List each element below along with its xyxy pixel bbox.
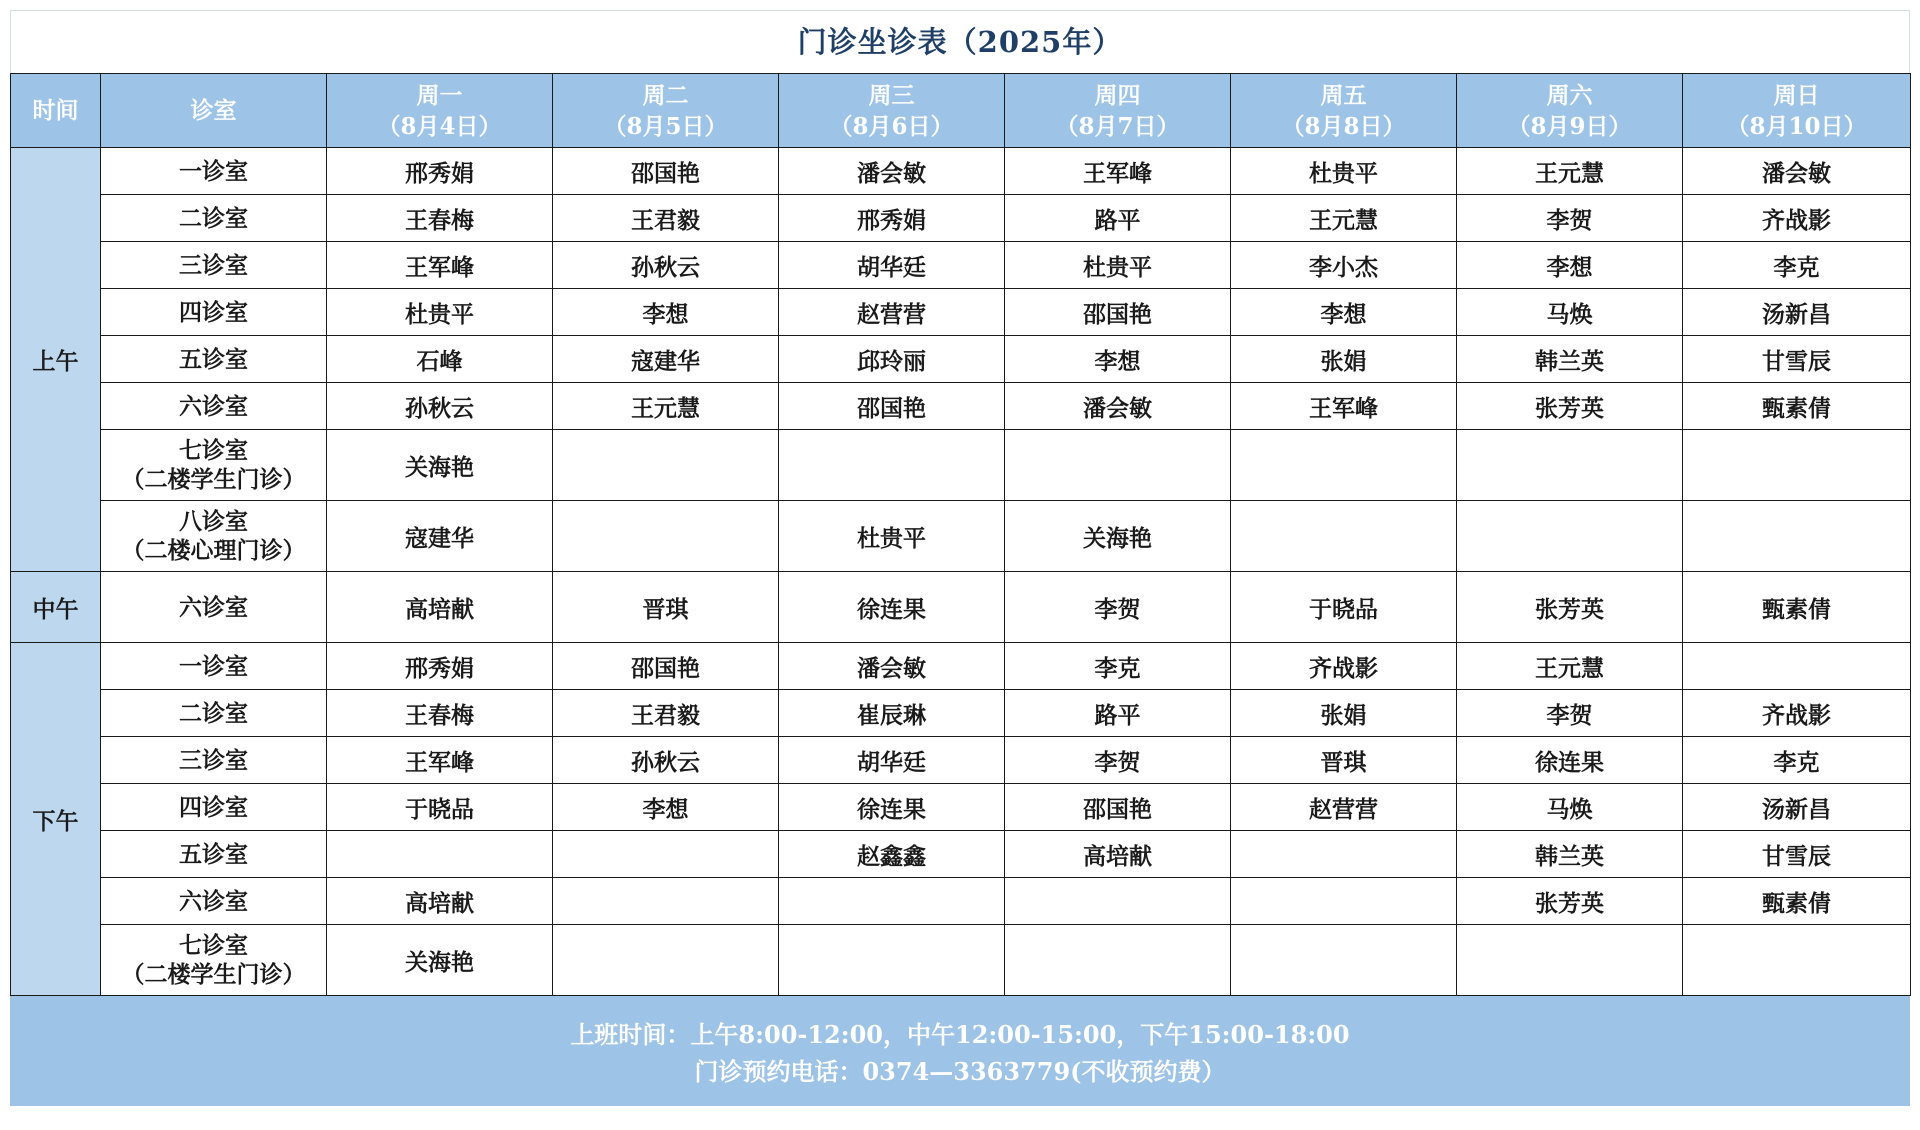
- doctor-cell: 王春梅: [327, 195, 553, 242]
- doctor-cell: 张芳英: [1457, 878, 1683, 925]
- doctor-cell: 李克: [1005, 643, 1231, 690]
- day-date: （8月8日）: [1281, 112, 1406, 140]
- doctor-cell: 潘会敏: [1683, 148, 1911, 195]
- room-header: 诊室: [101, 74, 327, 148]
- schedule-frame: [10, 10, 1910, 1122]
- doctor-cell: 王君毅: [553, 690, 779, 737]
- doctor-cell: 寇建华: [553, 336, 779, 383]
- room-cell: [101, 501, 327, 572]
- doctor-cell: 邵国艳: [1005, 289, 1231, 336]
- doctor-cell: 邱玲丽: [779, 336, 1005, 383]
- doctor-cell: 甘雪辰: [1683, 831, 1911, 878]
- schedule-table: [10, 73, 1911, 996]
- doctor-cell: 邢秀娟: [327, 643, 553, 690]
- doctor-cell: 孙秋云: [553, 242, 779, 289]
- doctor-cell: [1005, 430, 1231, 501]
- doctor-cell: 王军峰: [327, 737, 553, 784]
- doctor-cell: [1231, 878, 1457, 925]
- doctor-cell: 王军峰: [327, 242, 553, 289]
- doctor-cell: 李克: [1683, 737, 1911, 784]
- doctor-cell: 高培献: [327, 878, 553, 925]
- day-header-tue: [553, 74, 779, 148]
- room-name: 七诊室: [179, 932, 248, 959]
- doctor-cell: [553, 878, 779, 925]
- doctor-cell: 于晓品: [327, 784, 553, 831]
- day-name: 周二: [642, 81, 689, 109]
- day-header-fri: [1231, 74, 1457, 148]
- room-cell: [101, 925, 327, 996]
- doctor-cell: 关海艳: [327, 925, 553, 996]
- room-location: （二楼学生门诊）: [121, 466, 306, 493]
- doctor-cell: 赵营营: [1231, 784, 1457, 831]
- doctor-cell: 齐战影: [1683, 690, 1911, 737]
- doctor-cell: 赵鑫鑫: [779, 831, 1005, 878]
- room-name: 八诊室: [179, 508, 248, 535]
- day-header-wed: [779, 74, 1005, 148]
- room-name: 五诊室: [179, 345, 248, 373]
- room-cell: [101, 289, 327, 336]
- room-cell: [101, 430, 327, 501]
- schedule-row: [11, 572, 1911, 643]
- doctor-cell: 李小杰: [1231, 242, 1457, 289]
- doctor-cell: 王君毅: [553, 195, 779, 242]
- doctor-cell: 于晓品: [1231, 572, 1457, 643]
- doctor-cell: 王军峰: [1005, 148, 1231, 195]
- doctor-cell: 汤新昌: [1683, 289, 1911, 336]
- doctor-cell: [553, 831, 779, 878]
- day-name: 周五: [1320, 81, 1367, 109]
- day-date: （8月9日）: [1507, 112, 1632, 140]
- room-cell: [101, 572, 327, 643]
- room-name: 二诊室: [179, 699, 248, 727]
- day-header-sun: [1683, 74, 1911, 148]
- doctor-cell: 齐战影: [1231, 643, 1457, 690]
- room-name: 四诊室: [179, 793, 248, 821]
- doctor-cell: 王春梅: [327, 690, 553, 737]
- day-name: 周六: [1546, 81, 1593, 109]
- room-location: （二楼心理门诊）: [121, 537, 306, 564]
- room-name: 四诊室: [179, 298, 248, 326]
- room-cell: [101, 643, 327, 690]
- doctor-cell: 崔辰琳: [779, 690, 1005, 737]
- doctor-cell: 张娟: [1231, 690, 1457, 737]
- room-cell: [101, 336, 327, 383]
- room-name: 三诊室: [179, 251, 248, 279]
- room-cell: [101, 242, 327, 289]
- doctor-cell: 李想: [1005, 336, 1231, 383]
- doctor-cell: 晋琪: [553, 572, 779, 643]
- doctor-cell: 邵国艳: [553, 643, 779, 690]
- room-name: 六诊室: [179, 593, 248, 621]
- doctor-cell: 赵营营: [779, 289, 1005, 336]
- doctor-cell: 齐战影: [1683, 195, 1911, 242]
- doctor-cell: [779, 925, 1005, 996]
- doctor-cell: 孙秋云: [327, 383, 553, 430]
- doctor-cell: 孙秋云: [553, 737, 779, 784]
- doctor-cell: [1005, 878, 1231, 925]
- doctor-cell: 胡华廷: [779, 737, 1005, 784]
- doctor-cell: [1457, 430, 1683, 501]
- doctor-cell: 杜贵平: [327, 289, 553, 336]
- doctor-cell: [1231, 831, 1457, 878]
- day-header-sat: [1457, 74, 1683, 148]
- doctor-cell: 高培献: [327, 572, 553, 643]
- doctor-cell: 路平: [1005, 195, 1231, 242]
- doctor-cell: 马焕: [1457, 289, 1683, 336]
- period-label: 上午: [11, 148, 101, 572]
- room-location: （二楼学生门诊）: [121, 961, 306, 988]
- schedule-row: [11, 430, 1911, 501]
- doctor-cell: [553, 501, 779, 572]
- doctor-cell: 晋琪: [1231, 737, 1457, 784]
- room-cell: [101, 831, 327, 878]
- room-name: 六诊室: [179, 392, 248, 420]
- doctor-cell: 甄素倩: [1683, 383, 1911, 430]
- schedule-row: [11, 925, 1911, 996]
- doctor-cell: [1231, 925, 1457, 996]
- doctor-cell: 王元慧: [1231, 195, 1457, 242]
- doctor-cell: 石峰: [327, 336, 553, 383]
- doctor-cell: [1231, 430, 1457, 501]
- day-name: 周一: [416, 81, 463, 109]
- room-cell: [101, 148, 327, 195]
- day-date: （8月7日）: [1055, 112, 1180, 140]
- room-name: 一诊室: [179, 157, 248, 185]
- room-name: 六诊室: [179, 887, 248, 915]
- doctor-cell: 甄素倩: [1683, 878, 1911, 925]
- schedule-row: [11, 336, 1911, 383]
- doctor-cell: [553, 925, 779, 996]
- schedule-row: [11, 643, 1911, 690]
- doctor-cell: 李贺: [1005, 737, 1231, 784]
- room-cell: [101, 784, 327, 831]
- doctor-cell: 胡华廷: [779, 242, 1005, 289]
- doctor-cell: 潘会敏: [1005, 383, 1231, 430]
- day-name: 周三: [868, 81, 915, 109]
- work-hours-text: 上班时间：上午8:00-12:00，中午12:00-15:00，下午15:00-18:00: [570, 1020, 1350, 1049]
- doctor-cell: 高培献: [1005, 831, 1231, 878]
- doctor-cell: 邵国艳: [553, 148, 779, 195]
- doctor-cell: 韩兰英: [1457, 831, 1683, 878]
- doctor-cell: [779, 878, 1005, 925]
- doctor-cell: 李想: [553, 289, 779, 336]
- day-name: 周日: [1773, 81, 1820, 109]
- doctor-cell: [1005, 925, 1231, 996]
- room-cell: [101, 195, 327, 242]
- period-label: 中午: [11, 572, 101, 643]
- doctor-cell: 徐连果: [1457, 737, 1683, 784]
- doctor-cell: [1683, 501, 1911, 572]
- doctor-cell: 邵国艳: [1005, 784, 1231, 831]
- doctor-cell: 张芳英: [1457, 572, 1683, 643]
- room-cell: [101, 383, 327, 430]
- room-name: 五诊室: [179, 840, 248, 868]
- doctor-cell: [1457, 501, 1683, 572]
- schedule-row: [11, 242, 1911, 289]
- schedule-row: [11, 784, 1911, 831]
- doctor-cell: [1231, 501, 1457, 572]
- header-row: [11, 74, 1911, 148]
- doctor-cell: 李贺: [1005, 572, 1231, 643]
- time-header: 时间: [11, 74, 101, 148]
- appointment-phone-text: 门诊预约电话：0374—3363779(不收预约费）: [694, 1057, 1226, 1086]
- doctor-cell: 徐连果: [779, 572, 1005, 643]
- doctor-cell: 潘会敏: [779, 148, 1005, 195]
- doctor-cell: 李贺: [1457, 690, 1683, 737]
- schedule-row: [11, 148, 1911, 195]
- doctor-cell: 徐连果: [779, 784, 1005, 831]
- doctor-cell: 张娟: [1231, 336, 1457, 383]
- room-name: 二诊室: [179, 204, 248, 232]
- room-name: 一诊室: [179, 652, 248, 680]
- doctor-cell: 汤新昌: [1683, 784, 1911, 831]
- day-name: 周四: [1094, 81, 1141, 109]
- day-date: （8月5日）: [603, 112, 728, 140]
- doctor-cell: 杜贵平: [779, 501, 1005, 572]
- schedule-row: [11, 195, 1911, 242]
- schedule-row: [11, 737, 1911, 784]
- doctor-cell: 王元慧: [1457, 148, 1683, 195]
- doctor-cell: 李想: [1231, 289, 1457, 336]
- day-date: （8月6日）: [829, 112, 954, 140]
- doctor-cell: 邢秀娟: [327, 148, 553, 195]
- doctor-cell: 韩兰英: [1457, 336, 1683, 383]
- doctor-cell: [779, 430, 1005, 501]
- doctor-cell: 李想: [553, 784, 779, 831]
- doctor-cell: 邢秀娟: [779, 195, 1005, 242]
- page-title: 门诊坐诊表（2025年）: [10, 10, 1910, 73]
- doctor-cell: 邵国艳: [779, 383, 1005, 430]
- doctor-cell: [1457, 925, 1683, 996]
- doctor-cell: 寇建华: [327, 501, 553, 572]
- doctor-cell: 关海艳: [327, 430, 553, 501]
- schedule-row: [11, 289, 1911, 336]
- doctor-cell: 路平: [1005, 690, 1231, 737]
- day-date: （8月4日）: [377, 112, 502, 140]
- doctor-cell: [327, 831, 553, 878]
- schedule-row: [11, 831, 1911, 878]
- doctor-cell: 李想: [1457, 242, 1683, 289]
- room-cell: [101, 878, 327, 925]
- day-header-thu: [1005, 74, 1231, 148]
- doctor-cell: 王元慧: [553, 383, 779, 430]
- doctor-cell: 张芳英: [1457, 383, 1683, 430]
- doctor-cell: [1683, 925, 1911, 996]
- room-name: 三诊室: [179, 746, 248, 774]
- schedule-row: [11, 383, 1911, 430]
- room-cell: [101, 690, 327, 737]
- day-date: （8月10日）: [1726, 112, 1867, 140]
- doctor-cell: 李贺: [1457, 195, 1683, 242]
- day-header-mon: [327, 74, 553, 148]
- schedule-body: [11, 148, 1911, 996]
- doctor-cell: 李克: [1683, 242, 1911, 289]
- room-name: 七诊室: [179, 437, 248, 464]
- doctor-cell: 马焕: [1457, 784, 1683, 831]
- doctor-cell: 王军峰: [1231, 383, 1457, 430]
- doctor-cell: [1683, 430, 1911, 501]
- schedule-row: [11, 501, 1911, 572]
- doctor-cell: 潘会敏: [779, 643, 1005, 690]
- doctor-cell: 甄素倩: [1683, 572, 1911, 643]
- doctor-cell: 杜贵平: [1231, 148, 1457, 195]
- schedule-row: [11, 690, 1911, 737]
- doctor-cell: [1683, 643, 1911, 690]
- period-label: 下午: [11, 643, 101, 996]
- doctor-cell: 王元慧: [1457, 643, 1683, 690]
- doctor-cell: [553, 430, 779, 501]
- doctor-cell: 杜贵平: [1005, 242, 1231, 289]
- room-cell: [101, 737, 327, 784]
- doctor-cell: 甘雪辰: [1683, 336, 1911, 383]
- doctor-cell: 关海艳: [1005, 501, 1231, 572]
- schedule-row: [11, 878, 1911, 925]
- footer-info: [10, 996, 1910, 1106]
